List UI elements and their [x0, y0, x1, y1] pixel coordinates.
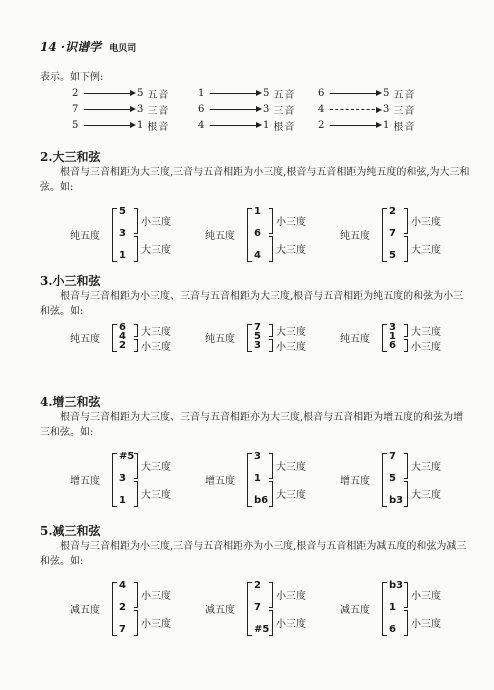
third-note: 5: [254, 331, 261, 342]
page-number: 14: [40, 40, 57, 54]
upper-bracket: [404, 582, 408, 608]
fifth-interval-label: 纯五度: [205, 334, 235, 345]
chord-diagram: [340, 206, 460, 262]
fifth-note: 7: [254, 322, 261, 333]
root-note: #5: [254, 624, 270, 635]
upper-bracket: [269, 453, 273, 479]
upper-interval-label: 大三度: [276, 326, 306, 338]
arrow-example: [72, 86, 169, 100]
third-note: 2: [119, 602, 126, 613]
arrow-to-note: 5: [137, 87, 144, 99]
lower-bracket: [404, 236, 408, 262]
arrow-line: [84, 93, 134, 94]
page-header: [40, 38, 136, 55]
chord-diagram: [70, 580, 190, 636]
upper-interval-label: 小三度: [411, 217, 441, 228]
arrow-from-note: 2: [318, 119, 325, 131]
fifth-interval-label: 减五度: [205, 605, 235, 616]
third-note: 1: [254, 473, 261, 484]
lower-interval-label: 小三度: [276, 619, 306, 630]
section-text: 根音与三音相距为大三度、三音与五音相距亦为大三度,根音与五音相距为增五度的和弦为增三和弦。如:: [40, 412, 464, 438]
arrow-note-name: 三音: [393, 105, 416, 117]
arrow-example: [72, 102, 169, 116]
lower-interval-label: 大三度: [411, 490, 441, 501]
upper-bracket: [134, 453, 138, 479]
lower-interval-label: 大三度: [276, 245, 306, 256]
arrow-line: [210, 109, 260, 110]
section-title: 2.大三和弦: [40, 150, 101, 164]
fifth-interval-label: 纯五度: [205, 231, 235, 242]
upper-bracket: [134, 582, 138, 608]
lower-bracket: [134, 610, 138, 636]
left-bracket: [112, 324, 117, 352]
third-note: 1: [389, 331, 396, 342]
arrow-to-note: 3: [383, 103, 390, 115]
chord-diagram: [205, 322, 325, 352]
arrow-to-note: 1: [383, 119, 390, 131]
arrow-to-note: 3: [137, 103, 144, 115]
lower-interval-label: 小三度: [141, 341, 171, 353]
root-note: 6: [389, 624, 396, 635]
third-note: 4: [119, 331, 126, 342]
upper-bracket: [269, 582, 273, 608]
fifth-note: 4: [119, 580, 126, 591]
fifth-note: b3: [389, 580, 404, 591]
arrow-line: [330, 125, 380, 126]
chord-diagram: [205, 451, 325, 507]
upper-interval-label: 小三度: [411, 591, 441, 602]
arrow-from-note: 6: [318, 87, 325, 99]
fifth-note: 2: [389, 206, 396, 217]
intro-text: 表示。如下例:: [40, 72, 104, 83]
root-note: 5: [389, 250, 396, 261]
fifth-interval-label: 增五度: [340, 476, 370, 487]
section-text: 根音与三音相距为大三度,三音与五音相距为小三度,根音与五音相距为纯五度的和弦,为大三和弦。如:: [40, 167, 470, 193]
arrow-note-name: 根音: [147, 121, 170, 133]
arrow-to-note: 5: [383, 87, 390, 99]
book-subtitle: 电贝司: [109, 44, 137, 54]
upper-bracket: [404, 453, 408, 479]
root-note: 4: [254, 250, 261, 261]
arrow-to-note: 3: [263, 103, 270, 115]
upper-interval-label: 大三度: [141, 326, 171, 338]
third-note: 6: [254, 228, 261, 239]
lower-bracket: [134, 236, 138, 262]
upper-bracket: [269, 324, 273, 337]
lower-interval-label: 大三度: [276, 490, 306, 501]
upper-bracket: [134, 208, 138, 234]
section-title: 3.小三和弦: [40, 274, 101, 288]
lower-interval-label: 小三度: [141, 619, 171, 630]
arrow-from-note: 2: [72, 87, 79, 99]
left-bracket: [382, 324, 387, 352]
lower-bracket: [269, 481, 273, 507]
fifth-interval-label: 纯五度: [70, 334, 100, 345]
left-bracket: [382, 453, 387, 507]
chord-diagram: [340, 580, 460, 636]
fifth-note: 7: [389, 451, 396, 462]
lower-interval-label: 大三度: [411, 245, 441, 256]
left-bracket: [112, 582, 117, 636]
left-bracket: [112, 453, 117, 507]
root-note: 1: [119, 250, 126, 261]
lower-bracket: [134, 481, 138, 507]
fifth-interval-label: 纯五度: [70, 231, 100, 242]
arrow-from-note: 1: [198, 87, 205, 99]
arrow-example: [198, 102, 295, 116]
lower-bracket: [269, 236, 273, 262]
upper-bracket: [134, 324, 138, 337]
upper-bracket: [404, 324, 408, 337]
left-bracket: [247, 324, 252, 352]
lower-bracket: [404, 610, 408, 636]
arrow-to-note: 5: [263, 87, 270, 99]
left-bracket: [247, 582, 252, 636]
fifth-note: 3: [389, 322, 396, 333]
fifth-note: 6: [119, 322, 126, 333]
lower-bracket: [269, 339, 273, 352]
left-bracket: [247, 208, 252, 262]
arrow-note-name: 五音: [147, 89, 170, 101]
fifth-note: 5: [119, 206, 126, 217]
fifth-note: 1: [254, 206, 261, 217]
arrow-to-note: 1: [137, 119, 144, 131]
lower-interval-label: 大三度: [141, 490, 171, 501]
lower-bracket: [404, 481, 408, 507]
fifth-note: 2: [254, 580, 261, 591]
upper-interval-label: 小三度: [276, 591, 306, 602]
arrow-note-name: 三音: [147, 105, 170, 117]
upper-interval-label: 大三度: [141, 462, 171, 473]
fifth-interval-label: 纯五度: [340, 334, 370, 345]
arrow-from-note: 4: [198, 119, 205, 131]
arrow-note-name: 五音: [273, 89, 296, 101]
arrow-line: [84, 109, 134, 110]
third-note: 7: [254, 602, 261, 613]
arrow-example: [318, 118, 415, 132]
upper-bracket: [404, 208, 408, 234]
chord-diagram: [70, 322, 190, 352]
arrow-note-name: 三音: [273, 105, 296, 117]
left-bracket: [382, 208, 387, 262]
upper-interval-label: 小三度: [141, 591, 171, 602]
chord-diagram: [205, 580, 325, 636]
chord-diagram: [205, 206, 325, 262]
chord-diagram: [70, 451, 190, 507]
chord-diagram: [340, 322, 460, 352]
arrow-line: [330, 93, 380, 94]
third-note: 3: [119, 473, 126, 484]
arrow-example: [198, 86, 295, 100]
root-note: 7: [119, 624, 126, 635]
chord-diagram: [70, 206, 190, 262]
arrow-example: [318, 102, 415, 116]
third-note: 5: [389, 473, 396, 484]
arrow-to-note: 1: [263, 119, 270, 131]
fifth-interval-label: 减五度: [340, 605, 370, 616]
left-bracket: [112, 208, 117, 262]
section-text: 根音与三音相距为小三度、三音与五音相距为大三度,根音与五音相距为纯五度的和弦为小三和弦。如:: [40, 291, 464, 317]
arrow-line: [210, 93, 260, 94]
book-title: ·识谱学: [60, 40, 102, 54]
lower-interval-label: 小三度: [276, 341, 306, 353]
section-title: 5.减三和弦: [40, 524, 101, 538]
arrow-note-name: 五音: [393, 89, 416, 101]
lower-bracket: [134, 339, 138, 352]
fifth-interval-label: 增五度: [70, 476, 100, 487]
arrow-from-note: 4: [318, 103, 325, 115]
lower-interval-label: 小三度: [411, 341, 441, 353]
lower-bracket: [269, 610, 273, 636]
left-bracket: [382, 582, 387, 636]
root-note: 1: [119, 495, 126, 506]
lower-interval-label: 小三度: [411, 619, 441, 630]
root-note: 2: [119, 340, 126, 351]
section-text: 根音与三音相距为小三度,三音与五音相距亦为小三度,根音与五音相距为减五度的和弦为减三和弦。如:: [40, 541, 467, 567]
root-note: 3: [254, 340, 261, 351]
upper-interval-label: 小三度: [141, 217, 171, 228]
arrow-note-name: 根音: [393, 121, 416, 133]
third-note: 7: [389, 228, 396, 239]
fifth-interval-label: 增五度: [205, 476, 235, 487]
section-title: 4.增三和弦: [40, 395, 101, 409]
fifth-interval-label: 纯五度: [340, 231, 370, 242]
arrow-line: [330, 109, 380, 110]
upper-interval-label: 大三度: [411, 462, 441, 473]
arrow-from-note: 7: [72, 103, 79, 115]
fifth-interval-label: 减五度: [70, 605, 100, 616]
upper-interval-label: 小三度: [276, 217, 306, 228]
fifth-note: 3: [254, 451, 261, 462]
arrow-note-name: 根音: [273, 121, 296, 133]
arrow-example: [72, 118, 169, 132]
root-note: b3: [389, 495, 404, 506]
third-note: 3: [119, 228, 126, 239]
root-note: b6: [254, 495, 269, 506]
lower-interval-label: 大三度: [141, 245, 171, 256]
arrow-from-note: 5: [72, 119, 79, 131]
fifth-note: #5: [119, 451, 135, 462]
upper-interval-label: 大三度: [411, 326, 441, 338]
lower-bracket: [404, 339, 408, 352]
arrow-line: [84, 125, 134, 126]
third-note: 1: [389, 602, 396, 613]
chord-diagram: [340, 451, 460, 507]
upper-bracket: [269, 208, 273, 234]
upper-interval-label: 大三度: [276, 462, 306, 473]
arrow-line: [210, 125, 260, 126]
root-note: 6: [389, 340, 396, 351]
arrow-example: [318, 86, 415, 100]
left-bracket: [247, 453, 252, 507]
arrow-example: [198, 118, 295, 132]
arrow-from-note: 6: [198, 103, 205, 115]
